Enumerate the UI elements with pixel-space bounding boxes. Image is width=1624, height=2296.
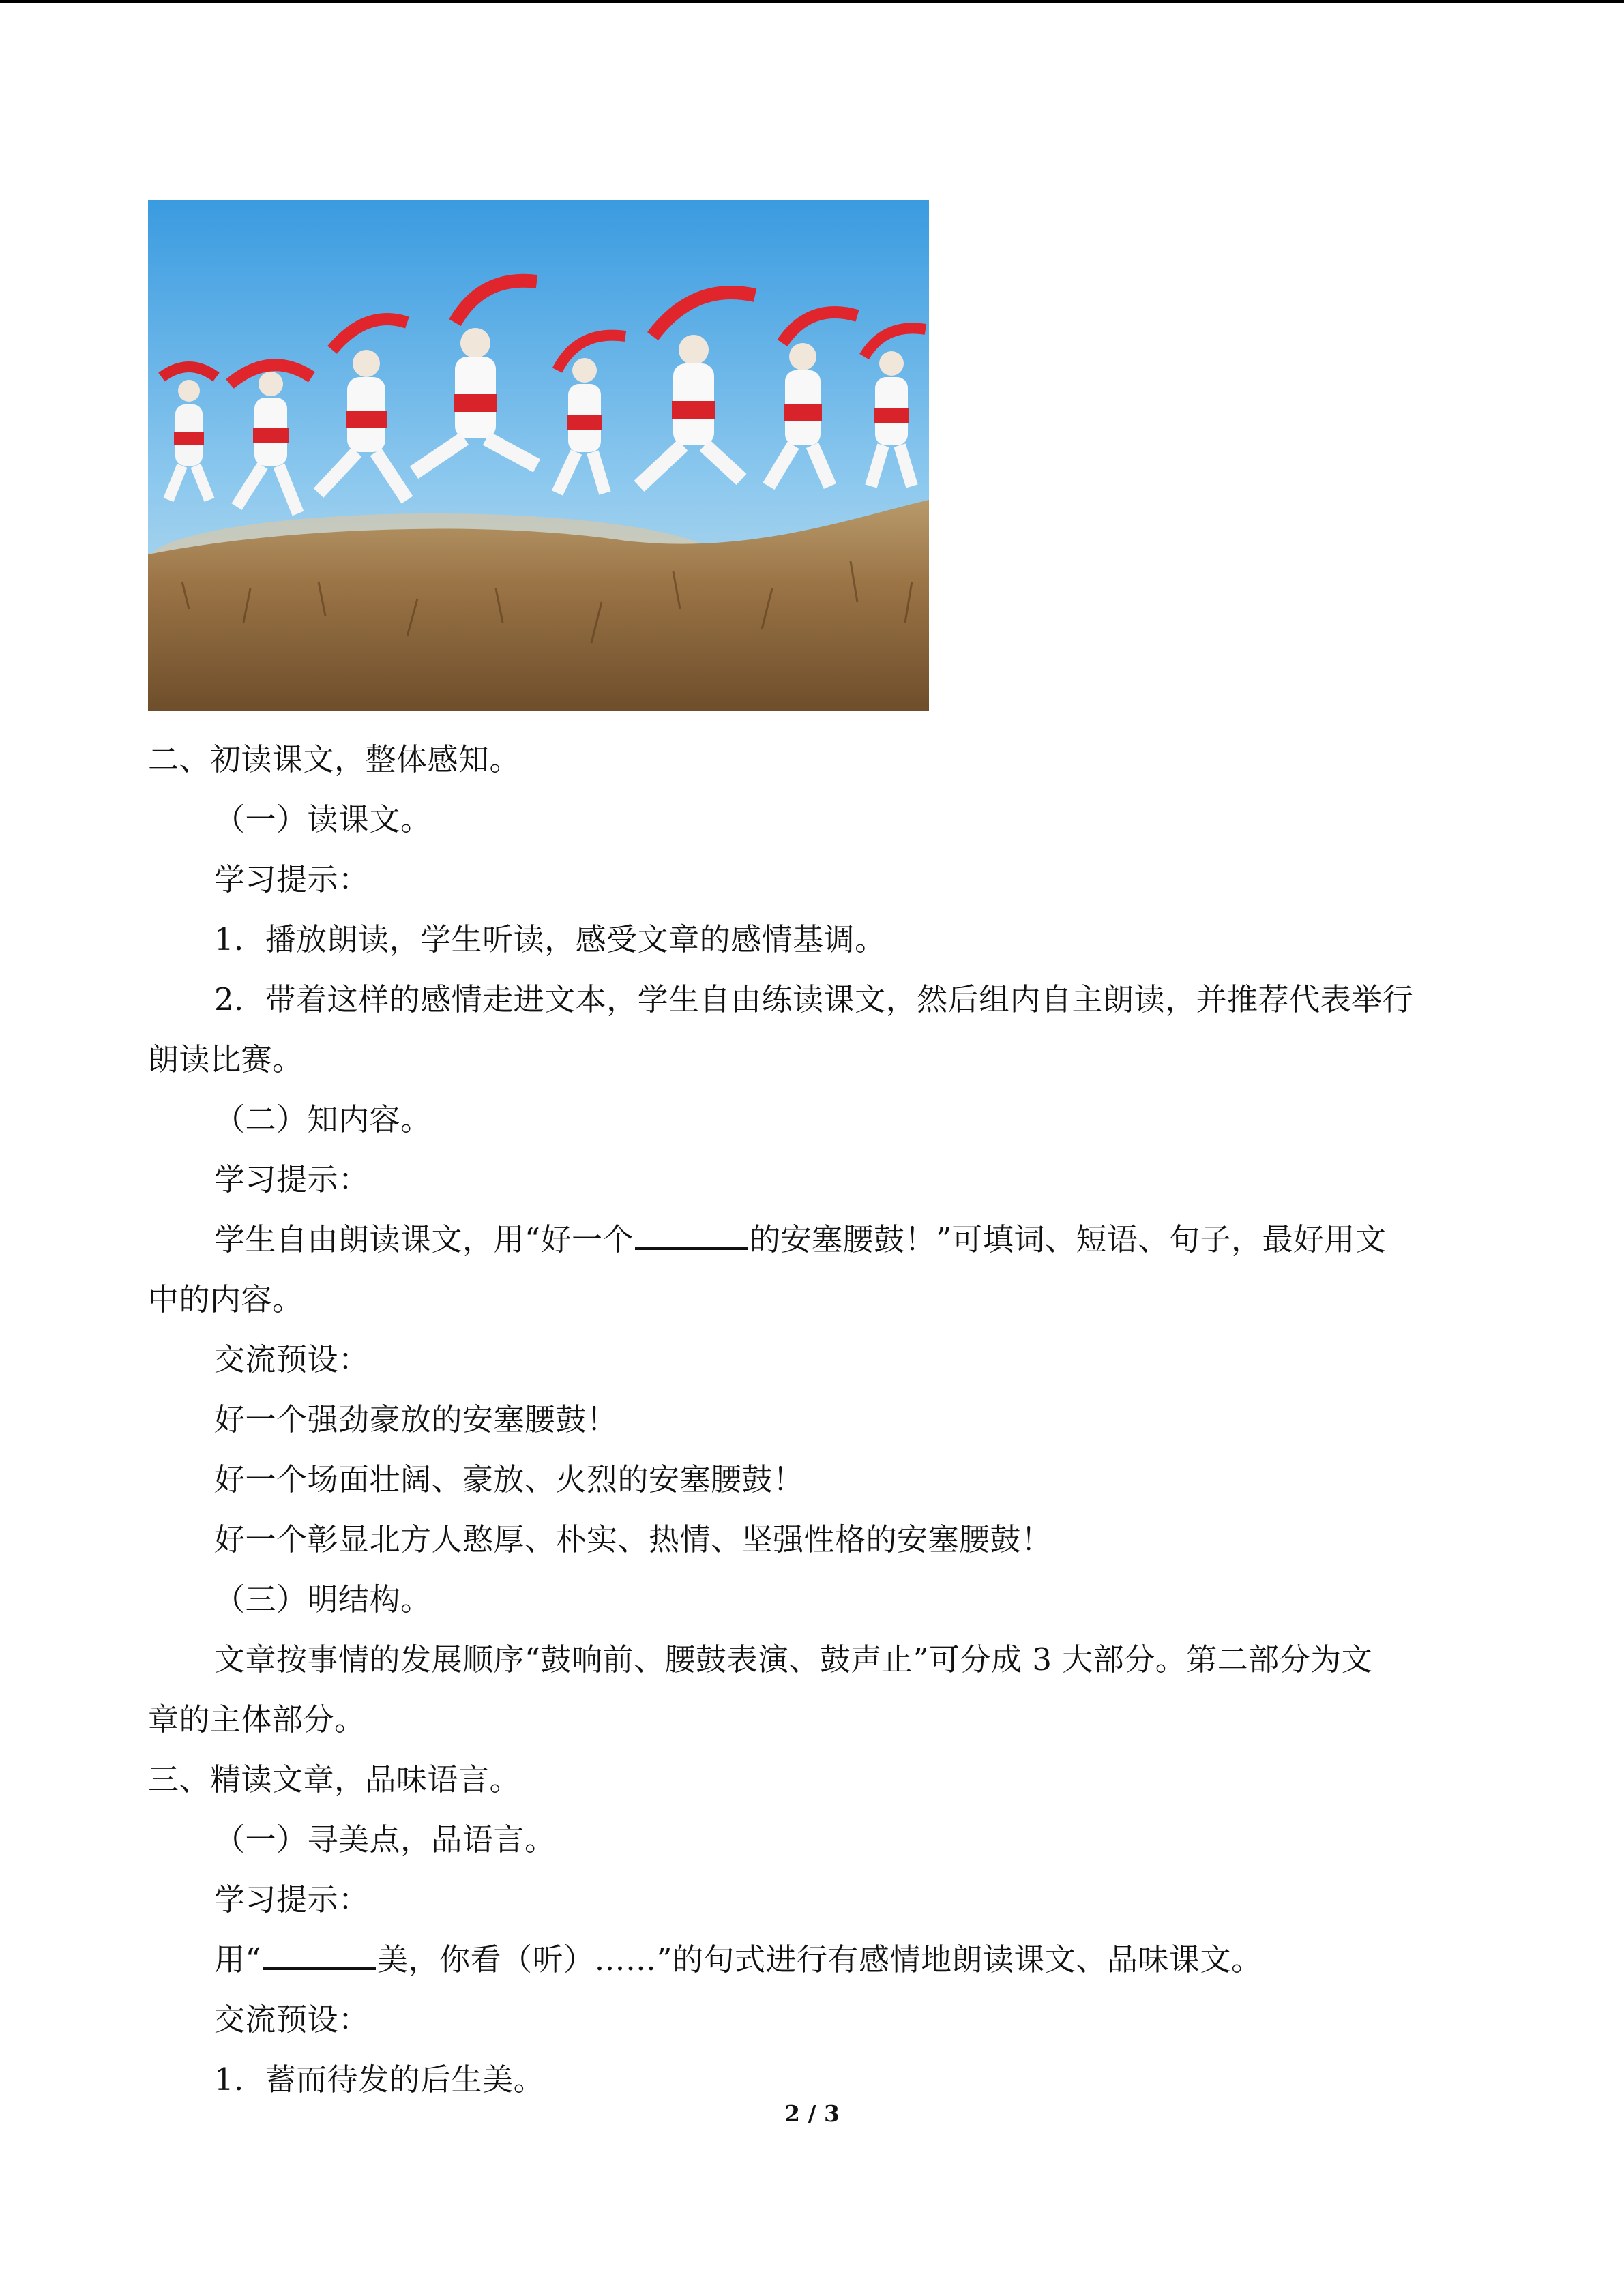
section-heading-3: 三、精读文章，品味语言。 — [148, 1761, 521, 1798]
exchange-preset-label: 交流预设： — [214, 1341, 370, 1377]
answer-item: 好一个场面壮阔、豪放、火烈的安塞腰鼓！ — [214, 1461, 804, 1497]
learning-tip-label: 学习提示： — [214, 1881, 370, 1918]
answer-item: 好一个彰显北方人憨厚、朴实、热情、坚强性格的安塞腰鼓！ — [214, 1521, 1052, 1557]
ansai-waist-drum-dancers-photo — [148, 200, 929, 711]
exchange-preset-label: 交流预设： — [214, 2001, 370, 2038]
structure-paragraph: 文章按事情的发展顺序“鼓响前、腰鼓表演、鼓声止”可分成 3 大部分。第二部分为文 — [214, 1641, 1373, 1678]
subsection-title-know-content: （二）知内容。 — [214, 1101, 432, 1137]
learning-tip-label: 学习提示： — [214, 861, 370, 897]
document-body — [148, 730, 1475, 2110]
section-heading-2: 二、初读课文，整体感知。 — [148, 741, 521, 777]
fill-in-blank — [263, 1944, 376, 1970]
paragraph-text: 用“ — [214, 1941, 262, 1978]
list-item-continuation: 朗读比赛。 — [148, 1041, 304, 1077]
paragraph-text: 美，你看（听）……”的句式进行有感情地朗读课文、品味课文。 — [377, 1941, 1263, 1978]
list-item: 1．播放朗读，学生听读，感受文章的感情基调。 — [214, 921, 886, 957]
answer-item: 好一个强劲豪放的安塞腰鼓！ — [214, 1401, 618, 1437]
subsection-title-read-text: （一）读课文。 — [214, 801, 432, 837]
paragraph-text: 学生自由朗读课文，用“好一个 — [214, 1221, 634, 1257]
paragraph-continuation: 中的内容。 — [148, 1281, 304, 1317]
paragraph-continuation: 章的主体部分。 — [148, 1701, 366, 1738]
top-border-rule — [0, 0, 1624, 3]
fill-in-paragraph — [148, 1930, 1475, 1990]
list-item: 1．蓄而待发的后生美。 — [214, 2061, 545, 2098]
paragraph-text: 的安塞腰鼓！”可填词、短语、句子，最好用文 — [750, 1221, 1387, 1257]
fill-in-paragraph — [148, 1210, 1475, 1270]
list-item: 2．带着这样的感情走进文本，学生自由练读课文，然后组内自主朗读，并推荐代表举行 — [214, 981, 1414, 1017]
fill-in-blank — [635, 1224, 748, 1250]
subsection-title-structure: （三）明结构。 — [214, 1581, 432, 1617]
learning-tip-label: 学习提示： — [214, 1161, 370, 1197]
page-number: 2 / 3 — [784, 2100, 840, 2127]
subsection-title-find-beauty: （一）寻美点，品语言。 — [214, 1821, 556, 1858]
